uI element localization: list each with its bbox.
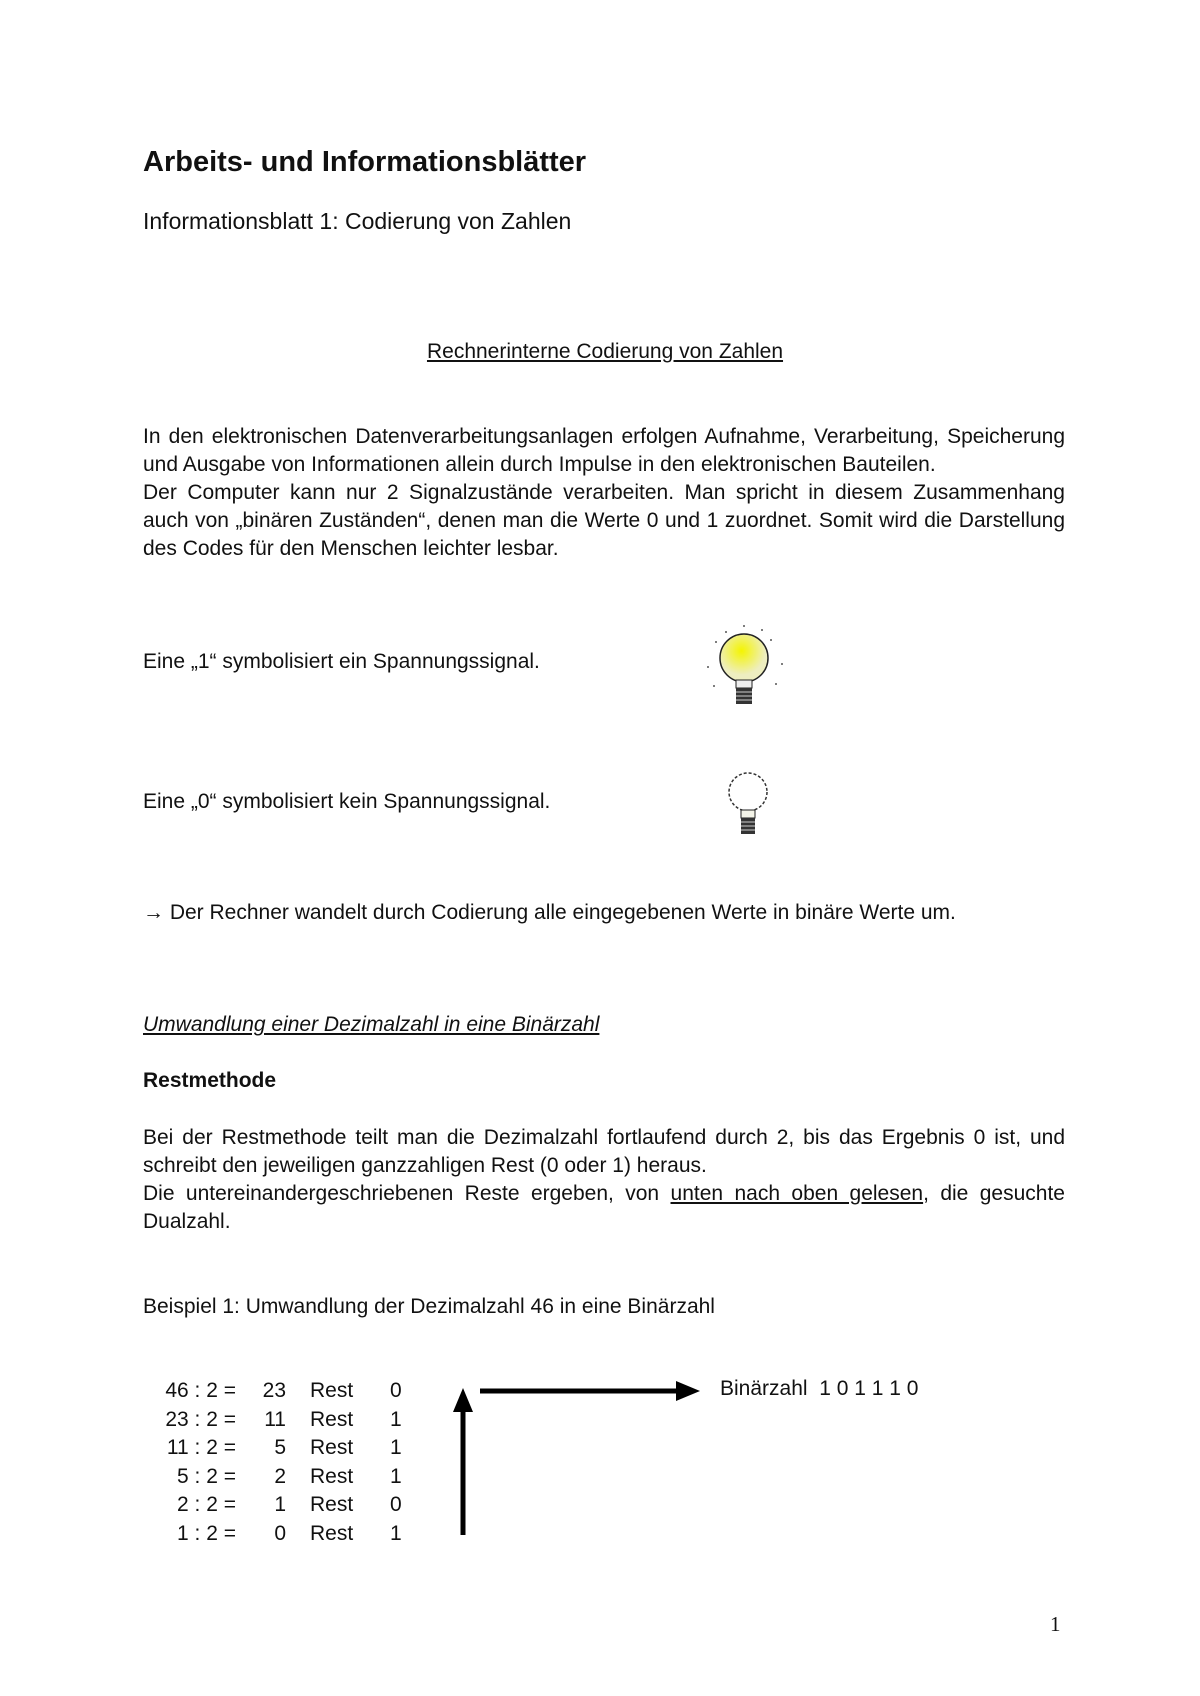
division-result: 2	[274, 1464, 286, 1488]
division-result: 23	[262, 1379, 286, 1402]
division-row	[138, 1491, 402, 1520]
document-subtitle: Informationsblatt 1: Codierung von Zahlen	[143, 208, 572, 234]
intro-text-2: Der Computer kann nur 2 Signalzustände verarbeiten. Man spricht in diesem Zusammenhang auch von „binären Zuständen“, denen man die Werte 0 und 1 zuordnet. Somit wird die Darstellung des Codes für den Menschen leichter lesbar.	[143, 481, 1065, 560]
division-expression: 46 : 2 =	[165, 1379, 236, 1402]
division-result: 0	[274, 1521, 286, 1545]
rest-value: 1	[390, 1464, 402, 1488]
division-result: 1	[274, 1493, 286, 1516]
intro-paragraph	[143, 423, 1065, 563]
division-row	[138, 1406, 402, 1435]
conversion-note: → Der Rechner wandelt durch Codierung alle eingegebenen Werte in binäre Werte um.	[143, 901, 956, 924]
intro-text-1: In den elektronischen Datenverarbeitungsanlagen erfolgen Aufnahme, Verarbeitung, Speicherung und Ausgabe von Informationen allein durch Impulse in den elektronischen Bauteilen.	[143, 425, 1065, 476]
method-heading: Restmethode	[143, 1069, 277, 1092]
division-row	[138, 1520, 402, 1549]
section-heading: Rechnerinterne Codierung von Zahlen	[426, 340, 784, 363]
division-expression: 23 : 2 =	[165, 1407, 236, 1431]
division-row	[138, 1434, 402, 1463]
division-row	[138, 1377, 402, 1406]
underlined-phrase: unten nach oben gelesen	[670, 1182, 924, 1205]
method-text-2: Die untereinandergeschriebenen Reste ergeben, von unten nach oben gelesen, die gesuchte Dualzahl.	[143, 1182, 1065, 1233]
document-title: Arbeits- und Informationsblätter	[143, 146, 587, 178]
rest-label: Rest	[310, 1493, 354, 1516]
division-row	[138, 1463, 402, 1492]
upward-arrow-head	[453, 1388, 473, 1412]
rightward-arrow-head	[676, 1381, 700, 1401]
rest-label: Rest	[310, 1436, 354, 1459]
lit-lightbulb-icon	[696, 622, 792, 712]
rest-value: 1	[390, 1407, 402, 1431]
rest-value: 1	[390, 1436, 402, 1459]
rest-label: Rest	[310, 1379, 354, 1402]
signal-zero-text: Eine „0“ symbolisiert kein Spannungssignal.	[143, 790, 551, 813]
binary-result: Binärzahl 1 0 1 1 1 0	[720, 1377, 919, 1400]
unlit-lightbulb-icon	[722, 770, 774, 840]
page-number: 1	[1050, 1612, 1061, 1636]
signal-one-text: Eine „1“ symbolisiert ein Spannungssignal.	[143, 650, 540, 673]
rest-label: Rest	[310, 1521, 354, 1545]
division-expression: 11 : 2 =	[166, 1436, 236, 1459]
rest-value: 0	[390, 1493, 402, 1516]
method-paragraph	[143, 1124, 1065, 1236]
division-result: 5	[274, 1436, 286, 1459]
division-table	[138, 1377, 402, 1548]
rest-value: 1	[390, 1521, 402, 1545]
method-text-1: Bei der Restmethode teilt man die Dezimalzahl fortlaufend durch 2, bis das Ergebnis 0 ist, und schreibt den jeweiligen ganzzahligen Rest (0 oder 1) heraus.	[143, 1126, 1065, 1177]
division-expression: 5 : 2 =	[177, 1464, 236, 1488]
division-result: 11	[264, 1407, 286, 1431]
example-title: Beispiel 1: Umwandlung der Dezimalzahl 46 in eine Binärzahl	[143, 1295, 715, 1318]
subsection-heading: Umwandlung einer Dezimalzahl in eine Binärzahl	[143, 1013, 600, 1036]
rest-label: Rest	[310, 1407, 354, 1431]
division-expression: 1 : 2 =	[177, 1521, 236, 1545]
rest-label: Rest	[310, 1464, 354, 1488]
division-expression: 2 : 2 =	[177, 1493, 236, 1516]
reading-direction-arrows	[450, 1370, 710, 1540]
rest-value: 0	[390, 1379, 402, 1402]
